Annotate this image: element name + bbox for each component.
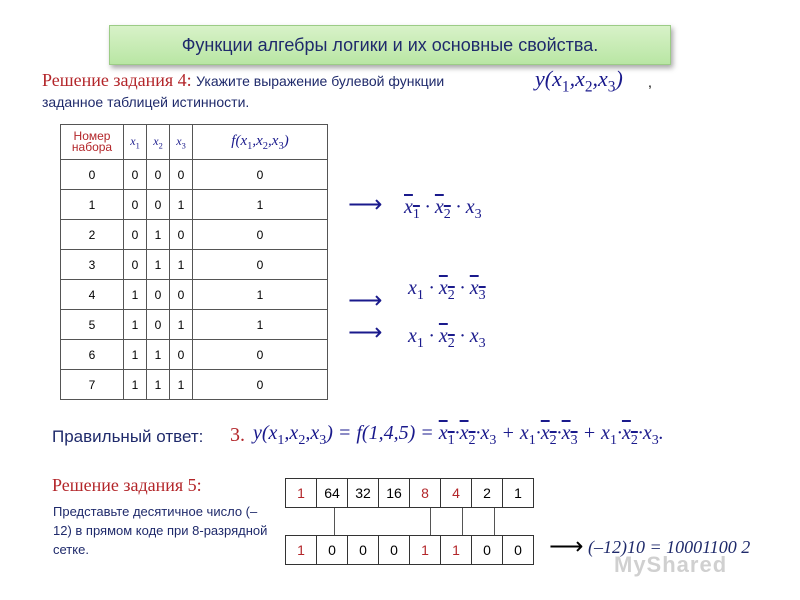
cell: 5 bbox=[61, 310, 124, 340]
cell: 1 bbox=[124, 370, 147, 400]
cell: 1 bbox=[147, 220, 170, 250]
cell: 1 bbox=[61, 190, 124, 220]
weight-cell: 16 bbox=[379, 479, 410, 507]
result-arrow-icon: ⟶ bbox=[549, 532, 584, 560]
slide-title: Функции алгебры логики и их основные свойства. bbox=[109, 25, 671, 65]
cell: 1 bbox=[170, 310, 193, 340]
cell: 0 bbox=[124, 160, 147, 190]
header-x2: $x_2$ bbox=[147, 125, 170, 160]
table-row bbox=[61, 190, 328, 220]
bit-cell: 0 bbox=[514, 542, 522, 558]
cell: 0 bbox=[193, 250, 328, 280]
cell: 1 bbox=[147, 370, 170, 400]
task4-text2: заданное таблицей истинности. bbox=[42, 94, 250, 110]
cell: 0 bbox=[147, 310, 170, 340]
bit-cell: 0 bbox=[472, 536, 503, 564]
task4-comma: , bbox=[648, 74, 652, 90]
table-row bbox=[61, 280, 328, 310]
weight-cell: 1 bbox=[514, 485, 522, 501]
cell: 0 bbox=[193, 160, 328, 190]
bit-cell: 0 bbox=[348, 536, 379, 564]
cell: 0 bbox=[170, 160, 193, 190]
bit-cell: 1 bbox=[410, 536, 441, 564]
cell: 1 bbox=[193, 190, 328, 220]
bit-cell: 1 bbox=[286, 536, 317, 564]
cell: 1 bbox=[170, 190, 193, 220]
cell: 0 bbox=[124, 190, 147, 220]
table-row bbox=[61, 340, 328, 370]
term-row-5: $x_1 \cdot x_2 \cdot x_3$ bbox=[408, 325, 486, 351]
connector-line bbox=[334, 508, 335, 536]
watermark: MyShared bbox=[614, 552, 728, 577]
answer-label: Правильный ответ: bbox=[52, 427, 204, 446]
cell: 0 bbox=[170, 220, 193, 250]
table-row bbox=[61, 160, 328, 190]
term-row-1: $x_1 \cdot x_2 \cdot x_3$ bbox=[404, 196, 482, 222]
cell: 3 bbox=[61, 250, 124, 280]
cell: 1 bbox=[124, 310, 147, 340]
cell: 2 bbox=[61, 220, 124, 250]
table-row bbox=[61, 220, 328, 250]
truth-table bbox=[60, 124, 328, 400]
arrow-icon: ⟶ bbox=[348, 190, 383, 218]
bits-row bbox=[285, 535, 534, 565]
cell: 0 bbox=[147, 280, 170, 310]
connector-line bbox=[494, 508, 495, 536]
task4-function: $y(x_1,x_2,x_3)$ bbox=[535, 66, 623, 96]
cell: 6 bbox=[61, 340, 124, 370]
weight-cell: 8 bbox=[410, 479, 441, 507]
cell: 0 bbox=[61, 160, 124, 190]
cell: 0 bbox=[193, 220, 328, 250]
bit-cell: 1 bbox=[441, 536, 472, 564]
cell: 1 bbox=[124, 340, 147, 370]
cell: 1 bbox=[124, 280, 147, 310]
task4-heading-line bbox=[42, 70, 444, 91]
arrow-icon: ⟶ bbox=[348, 286, 383, 314]
header-x3: $x_3$ bbox=[170, 125, 193, 160]
connector-line bbox=[430, 508, 431, 536]
cell: 1 bbox=[170, 370, 193, 400]
cell: 1 bbox=[147, 340, 170, 370]
bit-cell: 0 bbox=[317, 536, 348, 564]
cell: 1 bbox=[170, 250, 193, 280]
task5-text: Представьте десятичное число (– 12) в прямом коде при 8-разрядной сетке. bbox=[53, 504, 268, 557]
weights-row bbox=[285, 478, 534, 508]
table-row bbox=[61, 250, 328, 280]
table-row bbox=[61, 370, 328, 400]
task5-result: (–12)10 = 10001100 2 bbox=[588, 537, 751, 557]
term-row-4: $x_1 \cdot x_2 \cdot x_3$ bbox=[408, 277, 486, 303]
cell: 1 bbox=[193, 310, 328, 340]
header-set-number: Номер набора bbox=[61, 125, 124, 160]
bit-cell: 0 bbox=[379, 536, 410, 564]
cell: 4 bbox=[61, 280, 124, 310]
cell: 0 bbox=[170, 280, 193, 310]
cell: 0 bbox=[147, 160, 170, 190]
cell: 0 bbox=[124, 250, 147, 280]
weight-cell: 1 bbox=[286, 479, 317, 507]
header-f: $f(x_1,x_2,x_3)$ bbox=[193, 125, 328, 160]
cell: 0 bbox=[193, 340, 328, 370]
arrow-icon: ⟶ bbox=[348, 318, 383, 346]
weight-cell: 4 bbox=[441, 479, 472, 507]
cell: 1 bbox=[193, 280, 328, 310]
weight-cell: 2 bbox=[472, 479, 503, 507]
weight-cell: 32 bbox=[348, 479, 379, 507]
cell: 0 bbox=[170, 340, 193, 370]
cell: 0 bbox=[193, 370, 328, 400]
table-row bbox=[61, 310, 328, 340]
cell: 0 bbox=[147, 190, 170, 220]
weight-cell: 64 bbox=[317, 479, 348, 507]
cell: 0 bbox=[124, 220, 147, 250]
task4-text1: Укажите выражение булевой функции bbox=[196, 73, 445, 89]
answer-formula: $y(x_1,x_2,x_3) = f(1,4,5) = x_1\cdot x_2\cdot x_3 + x_1\cdot x_2\cdot x_3 + x_1\cdot x_2\cdot x_3$. bbox=[253, 422, 664, 448]
answer-number: 3. bbox=[230, 424, 245, 446]
connector-line bbox=[462, 508, 463, 536]
header-x1: $x_1$ bbox=[124, 125, 147, 160]
cell: 1 bbox=[147, 250, 170, 280]
truth-table-header bbox=[61, 125, 328, 160]
task4-heading: Решение задания 4: bbox=[42, 70, 192, 90]
cell: 7 bbox=[61, 370, 124, 400]
task5-heading: Решение задания 5: bbox=[52, 475, 202, 495]
